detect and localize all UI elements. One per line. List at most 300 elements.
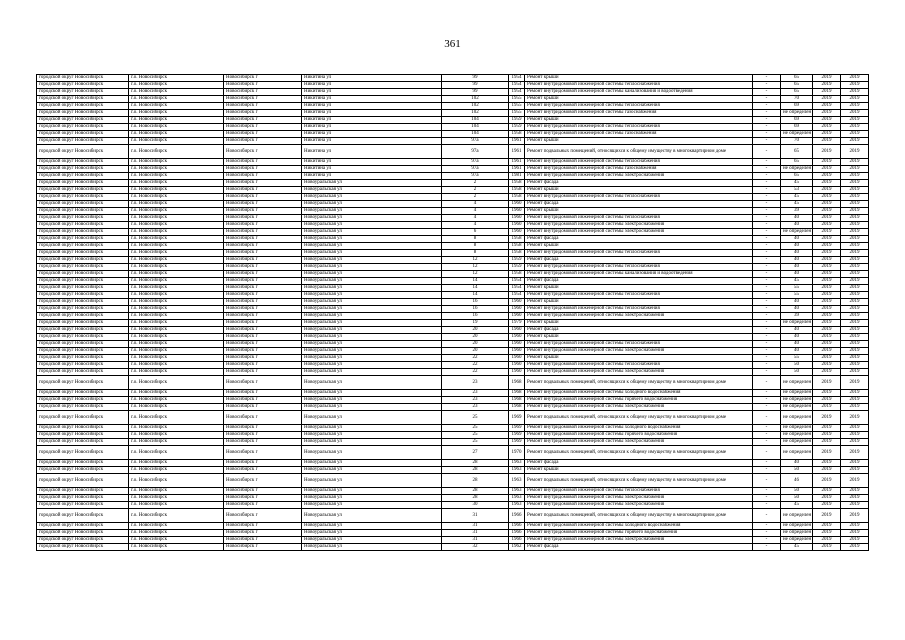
cell-year-plan: 2019 <box>813 145 841 159</box>
cell-work: Ремонт крыши <box>525 187 753 194</box>
cell-year-end: 2019 <box>841 530 869 537</box>
cell-work: Ремонт подвальных помещений, относящихся к общему имуществу в многоквартирном доме <box>525 376 753 390</box>
cell-locality: Новосибирск г <box>224 96 302 103</box>
cell-street: Новоуральская ул <box>302 278 442 285</box>
cell-year-min: 45 <box>781 201 813 208</box>
cell-cost: - <box>753 509 781 523</box>
cell-locality: Новосибирск г <box>224 194 302 201</box>
cell-street: Новоуральская ул <box>302 523 442 530</box>
cell-year-built: 1968 <box>509 397 525 404</box>
cell-year-built: 1979 <box>509 320 525 327</box>
cell-year-end: 2019 <box>841 159 869 166</box>
cell-house: 28 <box>442 488 509 495</box>
table-row <box>37 187 869 194</box>
cell-year-end: 2019 <box>841 488 869 495</box>
cell-year-end: 2019 <box>841 369 869 376</box>
cell-okrug: городской округ Новосибирск <box>37 292 129 299</box>
cell-house: 12 <box>442 271 509 278</box>
cell-year-end: 2019 <box>841 467 869 474</box>
cell-work: Ремонт крыши <box>525 138 753 145</box>
cell-street: Никитина ул <box>302 75 442 82</box>
cell-work: Ремонт фасада <box>525 460 753 467</box>
cell-cost: - <box>753 425 781 432</box>
cell-settlement: г.о. Новосибирск <box>129 306 224 313</box>
cell-settlement: г.о. Новосибирск <box>129 145 224 159</box>
cell-locality: Новосибирск г <box>224 348 302 355</box>
cell-cost: - <box>753 187 781 194</box>
cell-street: Новоуральская ул <box>302 502 442 509</box>
cell-year-min: 50 <box>781 369 813 376</box>
cell-okrug: городской округ Новосибирск <box>37 103 129 110</box>
cell-house: 30 <box>442 502 509 509</box>
cell-year-min: не определен <box>781 376 813 390</box>
cell-settlement: г.о. Новосибирск <box>129 117 224 124</box>
cell-street: Новоуральская ул <box>302 397 442 404</box>
table-row <box>37 75 869 82</box>
cell-year-end: 2019 <box>841 131 869 138</box>
cell-cost: - <box>753 460 781 467</box>
cell-year-built: 1963 <box>509 474 525 488</box>
cell-settlement: г.о. Новосибирск <box>129 96 224 103</box>
cell-year-plan: 2019 <box>813 537 841 544</box>
cell-cost: - <box>753 292 781 299</box>
cell-year-min: 40 <box>781 215 813 222</box>
cell-okrug: городской округ Новосибирск <box>37 509 129 523</box>
cell-year-plan: 2019 <box>813 376 841 390</box>
cell-locality: Новосибирск г <box>224 243 302 250</box>
cell-locality: Новосибирск г <box>224 166 302 173</box>
cell-year-end: 2019 <box>841 75 869 82</box>
cell-year-built: 1960 <box>509 222 525 229</box>
cell-work: Ремонт крыши <box>525 75 753 82</box>
cell-locality: Новосибирск г <box>224 397 302 404</box>
cell-cost: - <box>753 320 781 327</box>
cell-year-plan: 2019 <box>813 159 841 166</box>
cell-cost: - <box>753 215 781 222</box>
cell-house: 32 <box>442 544 509 551</box>
cell-work: Ремонт внутридомовой инженерной системы теплоснабжения <box>525 194 753 201</box>
table-row <box>37 278 869 285</box>
table-row <box>37 306 869 313</box>
cell-work: Ремонт крыши <box>525 467 753 474</box>
cell-year-end: 2019 <box>841 194 869 201</box>
cell-locality: Новосибирск г <box>224 355 302 362</box>
cell-year-built: 1954 <box>509 89 525 96</box>
cell-year-min: 69 <box>781 103 813 110</box>
cell-house: 28 <box>442 474 509 488</box>
cell-year-end: 2019 <box>841 138 869 145</box>
cell-year-end: 2019 <box>841 292 869 299</box>
cell-okrug: городской округ Новосибирск <box>37 138 129 145</box>
cell-cost: - <box>753 404 781 411</box>
cell-street: Новоуральская ул <box>302 264 442 271</box>
cell-year-end: 2019 <box>841 110 869 117</box>
cell-locality: Новосибирск г <box>224 537 302 544</box>
table-row <box>37 229 869 236</box>
cell-year-min: 40 <box>781 243 813 250</box>
cell-locality: Новосибирск г <box>224 236 302 243</box>
table-row <box>37 236 869 243</box>
cell-year-built: 1958 <box>509 194 525 201</box>
cell-street: Новоуральская ул <box>302 432 442 439</box>
table-row <box>37 201 869 208</box>
cell-house: 25 <box>442 432 509 439</box>
cell-locality: Новосибирск г <box>224 320 302 327</box>
cell-work: Ремонт внутридомовой инженерной системы теплоснабжения <box>525 103 753 110</box>
cell-year-min: 53 <box>781 187 813 194</box>
cell-year-built: 1959 <box>509 124 525 131</box>
cell-locality: Новосибирск г <box>224 390 302 397</box>
table-row <box>37 194 869 201</box>
cell-street: Никитина ул <box>302 103 442 110</box>
cell-okrug: городской округ Новосибирск <box>37 201 129 208</box>
cell-street: Новоуральская ул <box>302 439 442 446</box>
cell-locality: Новосибирск г <box>224 544 302 551</box>
cell-work: Ремонт внутридомовой инженерной системы электроснабжения <box>525 348 753 355</box>
cell-okrug: городской округ Новосибирск <box>37 502 129 509</box>
table-row <box>37 334 869 341</box>
cell-cost: - <box>753 117 781 124</box>
cell-year-end: 2019 <box>841 222 869 229</box>
cell-locality: Новосибирск г <box>224 488 302 495</box>
cell-work: Ремонт крыши <box>525 355 753 362</box>
cell-house: 8 <box>442 250 509 257</box>
cell-work: Ремонт внутридомовой инженерной системы электроснабжения <box>525 495 753 502</box>
cell-year-built: 1960 <box>509 208 525 215</box>
cell-year-min: 40 <box>781 327 813 334</box>
cell-street: Новоуральская ул <box>302 460 442 467</box>
cell-year-built: 1962 <box>509 544 525 551</box>
cell-okrug: городской округ Новосибирск <box>37 306 129 313</box>
cell-year-plan: 2019 <box>813 313 841 320</box>
cell-year-min: 55 <box>781 355 813 362</box>
cell-year-plan: 2019 <box>813 208 841 215</box>
cell-work: Ремонт внутридомовой инженерной системы теплоснабжения <box>525 159 753 166</box>
cell-year-min: 40 <box>781 271 813 278</box>
cell-year-built: 1954 <box>509 292 525 299</box>
cell-year-end: 2019 <box>841 446 869 460</box>
cell-work: Ремонт фасада <box>525 236 753 243</box>
table-row <box>37 264 869 271</box>
cell-okrug: городской округ Новосибирск <box>37 271 129 278</box>
cell-year-plan: 2019 <box>813 117 841 124</box>
cell-locality: Новосибирск г <box>224 187 302 194</box>
cell-year-min: 55 <box>781 292 813 299</box>
cell-year-min: 40 <box>781 264 813 271</box>
cell-year-plan: 2019 <box>813 404 841 411</box>
cell-settlement: г.о. Новосибирск <box>129 89 224 96</box>
cell-house: 22 <box>442 355 509 362</box>
table-row <box>37 96 869 103</box>
cell-house: 25 <box>442 425 509 432</box>
cell-okrug: городской округ Новосибирск <box>37 362 129 369</box>
cell-year-min: не определен <box>781 229 813 236</box>
cell-work: Ремонт внутридомовой инженерной системы газоснабжения <box>525 131 753 138</box>
table-row <box>37 138 869 145</box>
cell-year-plan: 2019 <box>813 236 841 243</box>
cell-year-plan: 2019 <box>813 306 841 313</box>
cell-year-end: 2019 <box>841 425 869 432</box>
cell-street: Никитина ул <box>302 124 442 131</box>
cell-okrug: городской округ Новосибирск <box>37 411 129 425</box>
cell-year-min: 46 <box>781 474 813 488</box>
cell-settlement: г.о. Новосибирск <box>129 439 224 446</box>
cell-work: Ремонт фасада <box>525 327 753 334</box>
table-row <box>37 131 869 138</box>
cell-locality: Новосибирск г <box>224 432 302 439</box>
cell-house: 104 <box>442 124 509 131</box>
cell-locality: Новосибирск г <box>224 446 302 460</box>
table-row <box>37 390 869 397</box>
cell-okrug: городской округ Новосибирск <box>37 313 129 320</box>
cell-okrug: городской округ Новосибирск <box>37 432 129 439</box>
cell-locality: Новосибирск г <box>224 117 302 124</box>
cell-settlement: г.о. Новосибирск <box>129 537 224 544</box>
cell-year-built: 1954 <box>509 285 525 292</box>
cell-street: Новоуральская ул <box>302 236 442 243</box>
table-row <box>37 292 869 299</box>
cell-locality: Новосибирск г <box>224 376 302 390</box>
cell-year-end: 2019 <box>841 355 869 362</box>
cell-year-built: 1958 <box>509 236 525 243</box>
table-row <box>37 369 869 376</box>
cell-settlement: г.о. Новосибирск <box>129 341 224 348</box>
cell-year-plan: 2019 <box>813 215 841 222</box>
cell-okrug: городской округ Новосибирск <box>37 404 129 411</box>
table-row <box>37 320 869 327</box>
cell-year-end: 2019 <box>841 341 869 348</box>
cell-year-end: 2019 <box>841 327 869 334</box>
cell-work: Ремонт внутридомовой инженерной системы теплоснабжения <box>525 82 753 89</box>
cell-year-min: не определен <box>781 397 813 404</box>
cell-year-built: 1960 <box>509 201 525 208</box>
cell-cost: - <box>753 131 781 138</box>
cell-year-min: 65 <box>781 173 813 180</box>
cell-year-end: 2019 <box>841 474 869 488</box>
cell-year-min: 40 <box>781 348 813 355</box>
table-row <box>37 488 869 495</box>
cell-year-plan: 2019 <box>813 467 841 474</box>
cell-house: 16 <box>442 313 509 320</box>
cell-house: 22 <box>442 369 509 376</box>
cell-okrug: городской округ Новосибирск <box>37 89 129 96</box>
cell-okrug: городской округ Новосибирск <box>37 131 129 138</box>
cell-work: Ремонт подвальных помещений, относящихся к общему имуществу в многоквартирном доме <box>525 145 753 159</box>
cell-year-built: 1959 <box>509 257 525 264</box>
cell-work: Ремонт внутридомовой инженерной системы горячего водоснабжения <box>525 397 753 404</box>
cell-year-min: 45 <box>781 502 813 509</box>
cell-settlement: г.о. Новосибирск <box>129 222 224 229</box>
cell-year-plan: 2019 <box>813 180 841 187</box>
cell-okrug: городской округ Новосибирск <box>37 285 129 292</box>
cell-settlement: г.о. Новосибирск <box>129 180 224 187</box>
cell-cost: - <box>753 334 781 341</box>
cell-locality: Новосибирск г <box>224 208 302 215</box>
cell-okrug: городской округ Новосибирск <box>37 334 129 341</box>
cell-cost: - <box>753 194 781 201</box>
cell-year-plan: 2019 <box>813 432 841 439</box>
cell-house: 14 <box>442 278 509 285</box>
cell-year-end: 2019 <box>841 250 869 257</box>
cell-year-built: 1960 <box>509 229 525 236</box>
cell-cost: - <box>753 159 781 166</box>
cell-okrug: городской округ Новосибирск <box>37 530 129 537</box>
cell-house: 97а <box>442 138 509 145</box>
cell-year-built: 1960 <box>509 362 525 369</box>
cell-cost: - <box>753 82 781 89</box>
cell-house: 25 <box>442 411 509 425</box>
cell-street: Новоуральская ул <box>302 222 442 229</box>
cell-house: 97а <box>442 145 509 159</box>
cell-year-end: 2019 <box>841 544 869 551</box>
cell-year-plan: 2019 <box>813 201 841 208</box>
cell-year-built: 1961 <box>509 138 525 145</box>
cell-house: 8 <box>442 236 509 243</box>
cell-okrug: городской округ Новосибирск <box>37 145 129 159</box>
table-row <box>37 530 869 537</box>
cell-settlement: г.о. Новосибирск <box>129 425 224 432</box>
cell-year-end: 2019 <box>841 460 869 467</box>
cell-year-built: 1959 <box>509 117 525 124</box>
cell-street: Новоуральская ул <box>302 376 442 390</box>
cell-okrug: городской округ Новосибирск <box>37 467 129 474</box>
cell-locality: Новосибирск г <box>224 411 302 425</box>
cell-house: 4 <box>442 208 509 215</box>
table-row <box>37 166 869 173</box>
cell-settlement: г.о. Новосибирск <box>129 75 224 82</box>
cell-year-built: 1969 <box>509 439 525 446</box>
cell-locality: Новосибирск г <box>224 173 302 180</box>
cell-year-plan: 2019 <box>813 89 841 96</box>
cell-year-min: 50 <box>781 467 813 474</box>
cell-settlement: г.о. Новосибирск <box>129 110 224 117</box>
cell-work: Ремонт внутридомовой инженерной системы электроснабжения <box>525 537 753 544</box>
table-row <box>37 208 869 215</box>
cell-okrug: городской округ Новосибирск <box>37 166 129 173</box>
cell-house: 102 <box>442 96 509 103</box>
cell-work: Ремонт крыши <box>525 117 753 124</box>
cell-year-end: 2019 <box>841 390 869 397</box>
cell-year-end: 2019 <box>841 117 869 124</box>
cell-year-plan: 2019 <box>813 124 841 131</box>
cell-settlement: г.о. Новосибирск <box>129 271 224 278</box>
cell-year-end: 2019 <box>841 166 869 173</box>
cell-house: 28 <box>442 495 509 502</box>
cell-okrug: городской округ Новосибирск <box>37 425 129 432</box>
cell-locality: Новосибирск г <box>224 271 302 278</box>
cell-house: 102 <box>442 110 509 117</box>
cell-okrug: городской округ Новосибирск <box>37 243 129 250</box>
cell-year-plan: 2019 <box>813 166 841 173</box>
cell-locality: Новосибирск г <box>224 299 302 306</box>
cell-street: Новоуральская ул <box>302 390 442 397</box>
cell-house: 31 <box>442 523 509 530</box>
cell-year-min: не определен <box>781 404 813 411</box>
cell-settlement: г.о. Новосибирск <box>129 257 224 264</box>
cell-year-built: 1961 <box>509 145 525 159</box>
cell-cost: - <box>753 355 781 362</box>
cell-street: Новоуральская ул <box>302 355 442 362</box>
cell-okrug: городской округ Новосибирск <box>37 124 129 131</box>
cell-work: Ремонт внутридомовой инженерной системы горячего водоснабжения <box>525 530 753 537</box>
cell-street: Новоуральская ул <box>302 530 442 537</box>
cell-year-plan: 2019 <box>813 173 841 180</box>
cell-year-built: 1960 <box>509 313 525 320</box>
cell-street: Новоуральская ул <box>302 327 442 334</box>
cell-cost: - <box>753 201 781 208</box>
cell-year-built: 1963 <box>509 488 525 495</box>
cell-year-end: 2019 <box>841 509 869 523</box>
table-row <box>37 502 869 509</box>
cell-year-plan: 2019 <box>813 544 841 551</box>
cell-house: 22 <box>442 362 509 369</box>
cell-work: Ремонт фасада <box>525 278 753 285</box>
cell-year-built: 1966 <box>509 509 525 523</box>
cell-year-plan: 2019 <box>813 397 841 404</box>
cell-cost: - <box>753 145 781 159</box>
cell-work: Ремонт внутридомовой инженерной системы горячего водоснабжения <box>525 432 753 439</box>
cell-year-min: 45 <box>781 278 813 285</box>
cell-year-min: 40 <box>781 460 813 467</box>
cell-house: 20 <box>442 348 509 355</box>
cell-cost: - <box>753 208 781 215</box>
cell-okrug: городской округ Новосибирск <box>37 397 129 404</box>
cell-year-end: 2019 <box>841 537 869 544</box>
cell-cost: - <box>753 411 781 425</box>
cell-street: Новоуральская ул <box>302 215 442 222</box>
cell-okrug: городской округ Новосибирск <box>37 348 129 355</box>
cell-okrug: городской округ Новосибирск <box>37 320 129 327</box>
cell-year-min: 65 <box>781 82 813 89</box>
cell-year-plan: 2019 <box>813 82 841 89</box>
cell-settlement: г.о. Новосибирск <box>129 327 224 334</box>
cell-house: 2 <box>442 194 509 201</box>
cell-year-built: 1958 <box>509 250 525 257</box>
cell-year-min: 65 <box>781 89 813 96</box>
cell-cost: - <box>753 502 781 509</box>
table-row <box>37 397 869 404</box>
cell-year-built: 1955 <box>509 103 525 110</box>
cell-locality: Новосибирск г <box>224 404 302 411</box>
cell-locality: Новосибирск г <box>224 250 302 257</box>
cell-cost: - <box>753 236 781 243</box>
cell-settlement: г.о. Новосибирск <box>129 292 224 299</box>
cell-settlement: г.о. Новосибирск <box>129 530 224 537</box>
cell-house: 2 <box>442 180 509 187</box>
cell-street: Новоуральская ул <box>302 180 442 187</box>
cell-settlement: г.о. Новосибирск <box>129 446 224 460</box>
table-row <box>37 243 869 250</box>
cell-locality: Новосибирск г <box>224 124 302 131</box>
cell-year-plan: 2019 <box>813 222 841 229</box>
cell-year-built: 1961 <box>509 166 525 173</box>
cell-street: Новоуральская ул <box>302 446 442 460</box>
cell-year-end: 2019 <box>841 348 869 355</box>
cell-settlement: г.о. Новосибирск <box>129 103 224 110</box>
cell-street: Новоуральская ул <box>302 474 442 488</box>
cell-year-plan: 2019 <box>813 341 841 348</box>
cell-year-end: 2019 <box>841 299 869 306</box>
table-row <box>37 355 869 362</box>
cell-cost: - <box>753 299 781 306</box>
cell-locality: Новосибирск г <box>224 467 302 474</box>
cell-year-min: не определен <box>781 432 813 439</box>
cell-settlement: г.о. Новосибирск <box>129 411 224 425</box>
cell-work: Ремонт фасада <box>525 257 753 264</box>
table-row <box>37 460 869 467</box>
cell-work: Ремонт внутридомовой инженерной системы холодного водоснабжения <box>525 425 753 432</box>
cell-street: Никитина ул <box>302 166 442 173</box>
